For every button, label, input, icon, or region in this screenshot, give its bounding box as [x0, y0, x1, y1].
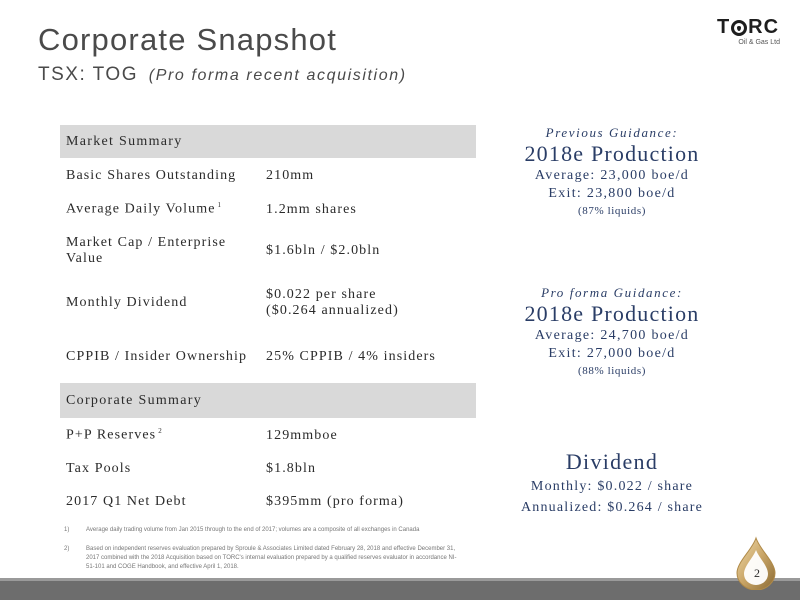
- guidance-average: Average: 24,700 boe/d: [534, 328, 690, 343]
- logo-oil-drop-icon: [731, 20, 747, 36]
- footnote-number: 1): [64, 527, 70, 533]
- guidance-exit: Exit: 27,000 boe/d: [548, 346, 676, 361]
- dividend-panel: [490, 448, 734, 518]
- row-label: P+P Reserves $^2$: [66, 427, 163, 443]
- table-row: [60, 330, 476, 383]
- company-logo: [706, 16, 790, 46]
- page-number: 2: [754, 566, 760, 580]
- footnote: [64, 545, 464, 572]
- row-label: Basic Shares Outstanding: [66, 167, 237, 183]
- pro-forma-guidance-panel: [500, 285, 724, 379]
- row-label: Tax Pools: [66, 461, 132, 476]
- row-value: $1.8bln: [266, 461, 317, 476]
- table-row: [60, 453, 476, 485]
- summary-table: [60, 125, 476, 519]
- row-label: CPPIB / Insider Ownership: [66, 348, 248, 364]
- row-value: 129mmboe: [266, 427, 338, 443]
- table-row: [60, 275, 476, 330]
- table-row: [60, 193, 476, 226]
- row-value: $1.6bln / $2.0bln: [266, 242, 381, 258]
- guidance-exit: Exit: 23,800 boe/d: [548, 186, 676, 201]
- guidance-liquids: (88% liquids): [578, 365, 646, 377]
- footer-bar: [0, 578, 800, 600]
- dividend-heading: Dividend: [565, 449, 659, 474]
- footnote-ref: 2: [158, 427, 163, 436]
- logo-wordmark: [706, 16, 790, 39]
- oil-drop-icon: [733, 536, 779, 590]
- row-value: 25% CPPIB / 4% insiders: [266, 348, 436, 364]
- table-row: [60, 226, 476, 275]
- row-label: Monthly Dividend: [66, 294, 188, 310]
- row-value: $0.022 per share ($0.264 annualized): [266, 286, 399, 318]
- row-label: 2017 Q1 Net Debt: [66, 494, 187, 509]
- guidance-label: Pro forma Guidance:: [541, 285, 683, 300]
- guidance-liquids: (87% liquids): [578, 205, 646, 217]
- logo-letters-left: T: [716, 16, 731, 38]
- table-row: [60, 158, 476, 193]
- previous-guidance-panel: [500, 125, 724, 219]
- guidance-heading: 2018e Production: [524, 301, 700, 326]
- footnote-text: Based on independent reserves evaluation prepared by Sproule & Associates Limited dated February 28, 2018 and effective December 31, 2017 combined with the 2018 Acquisition based on TORC's internal evaluation prepared by a qualified reserves evaluator in accordance NI-51-101 and COGE Handbook, and effective April 1, 2018.: [86, 546, 457, 570]
- footnote: [64, 526, 464, 535]
- row-value: $395mm (pro forma): [266, 494, 404, 509]
- row-label: Market Cap / Enterprise Value: [66, 234, 227, 266]
- market-summary-heading: Market Summary: [60, 125, 476, 158]
- dividend-annualized: Annualized: $0.264 / share: [520, 500, 704, 515]
- logo-letters-right: RC: [748, 16, 780, 38]
- table-row: [60, 418, 476, 453]
- footnote-text: Average daily trading volume from Jan 2015 through to the end of 2017; volumes are a composite of all exchanges in Canada: [86, 527, 420, 533]
- corporate-summary-heading: Corporate Summary: [60, 383, 476, 418]
- row-label: Average Daily Volume $^1$: [66, 201, 223, 217]
- logo-tagline: Oil & Gas Ltd: [738, 39, 780, 46]
- dividend-monthly: Monthly: $0.022 / share: [530, 479, 694, 494]
- guidance-heading: 2018e Production: [524, 141, 700, 166]
- ticker: TSX: TOG: [38, 64, 138, 85]
- page-subtitle: [38, 64, 407, 86]
- guidance-label: Previous Guidance:: [545, 125, 679, 140]
- table-row: [60, 485, 476, 519]
- row-value: 210mm: [266, 167, 315, 183]
- row-value: 1.2mm shares: [266, 201, 357, 217]
- subtitle-note: (Pro forma recent acquisition): [148, 67, 407, 84]
- guidance-average: Average: 23,000 boe/d: [534, 168, 690, 183]
- footnote-number: 2): [64, 546, 70, 552]
- footnote-ref: 1: [217, 201, 223, 210]
- page-title: Corporate Snapshot: [38, 22, 338, 57]
